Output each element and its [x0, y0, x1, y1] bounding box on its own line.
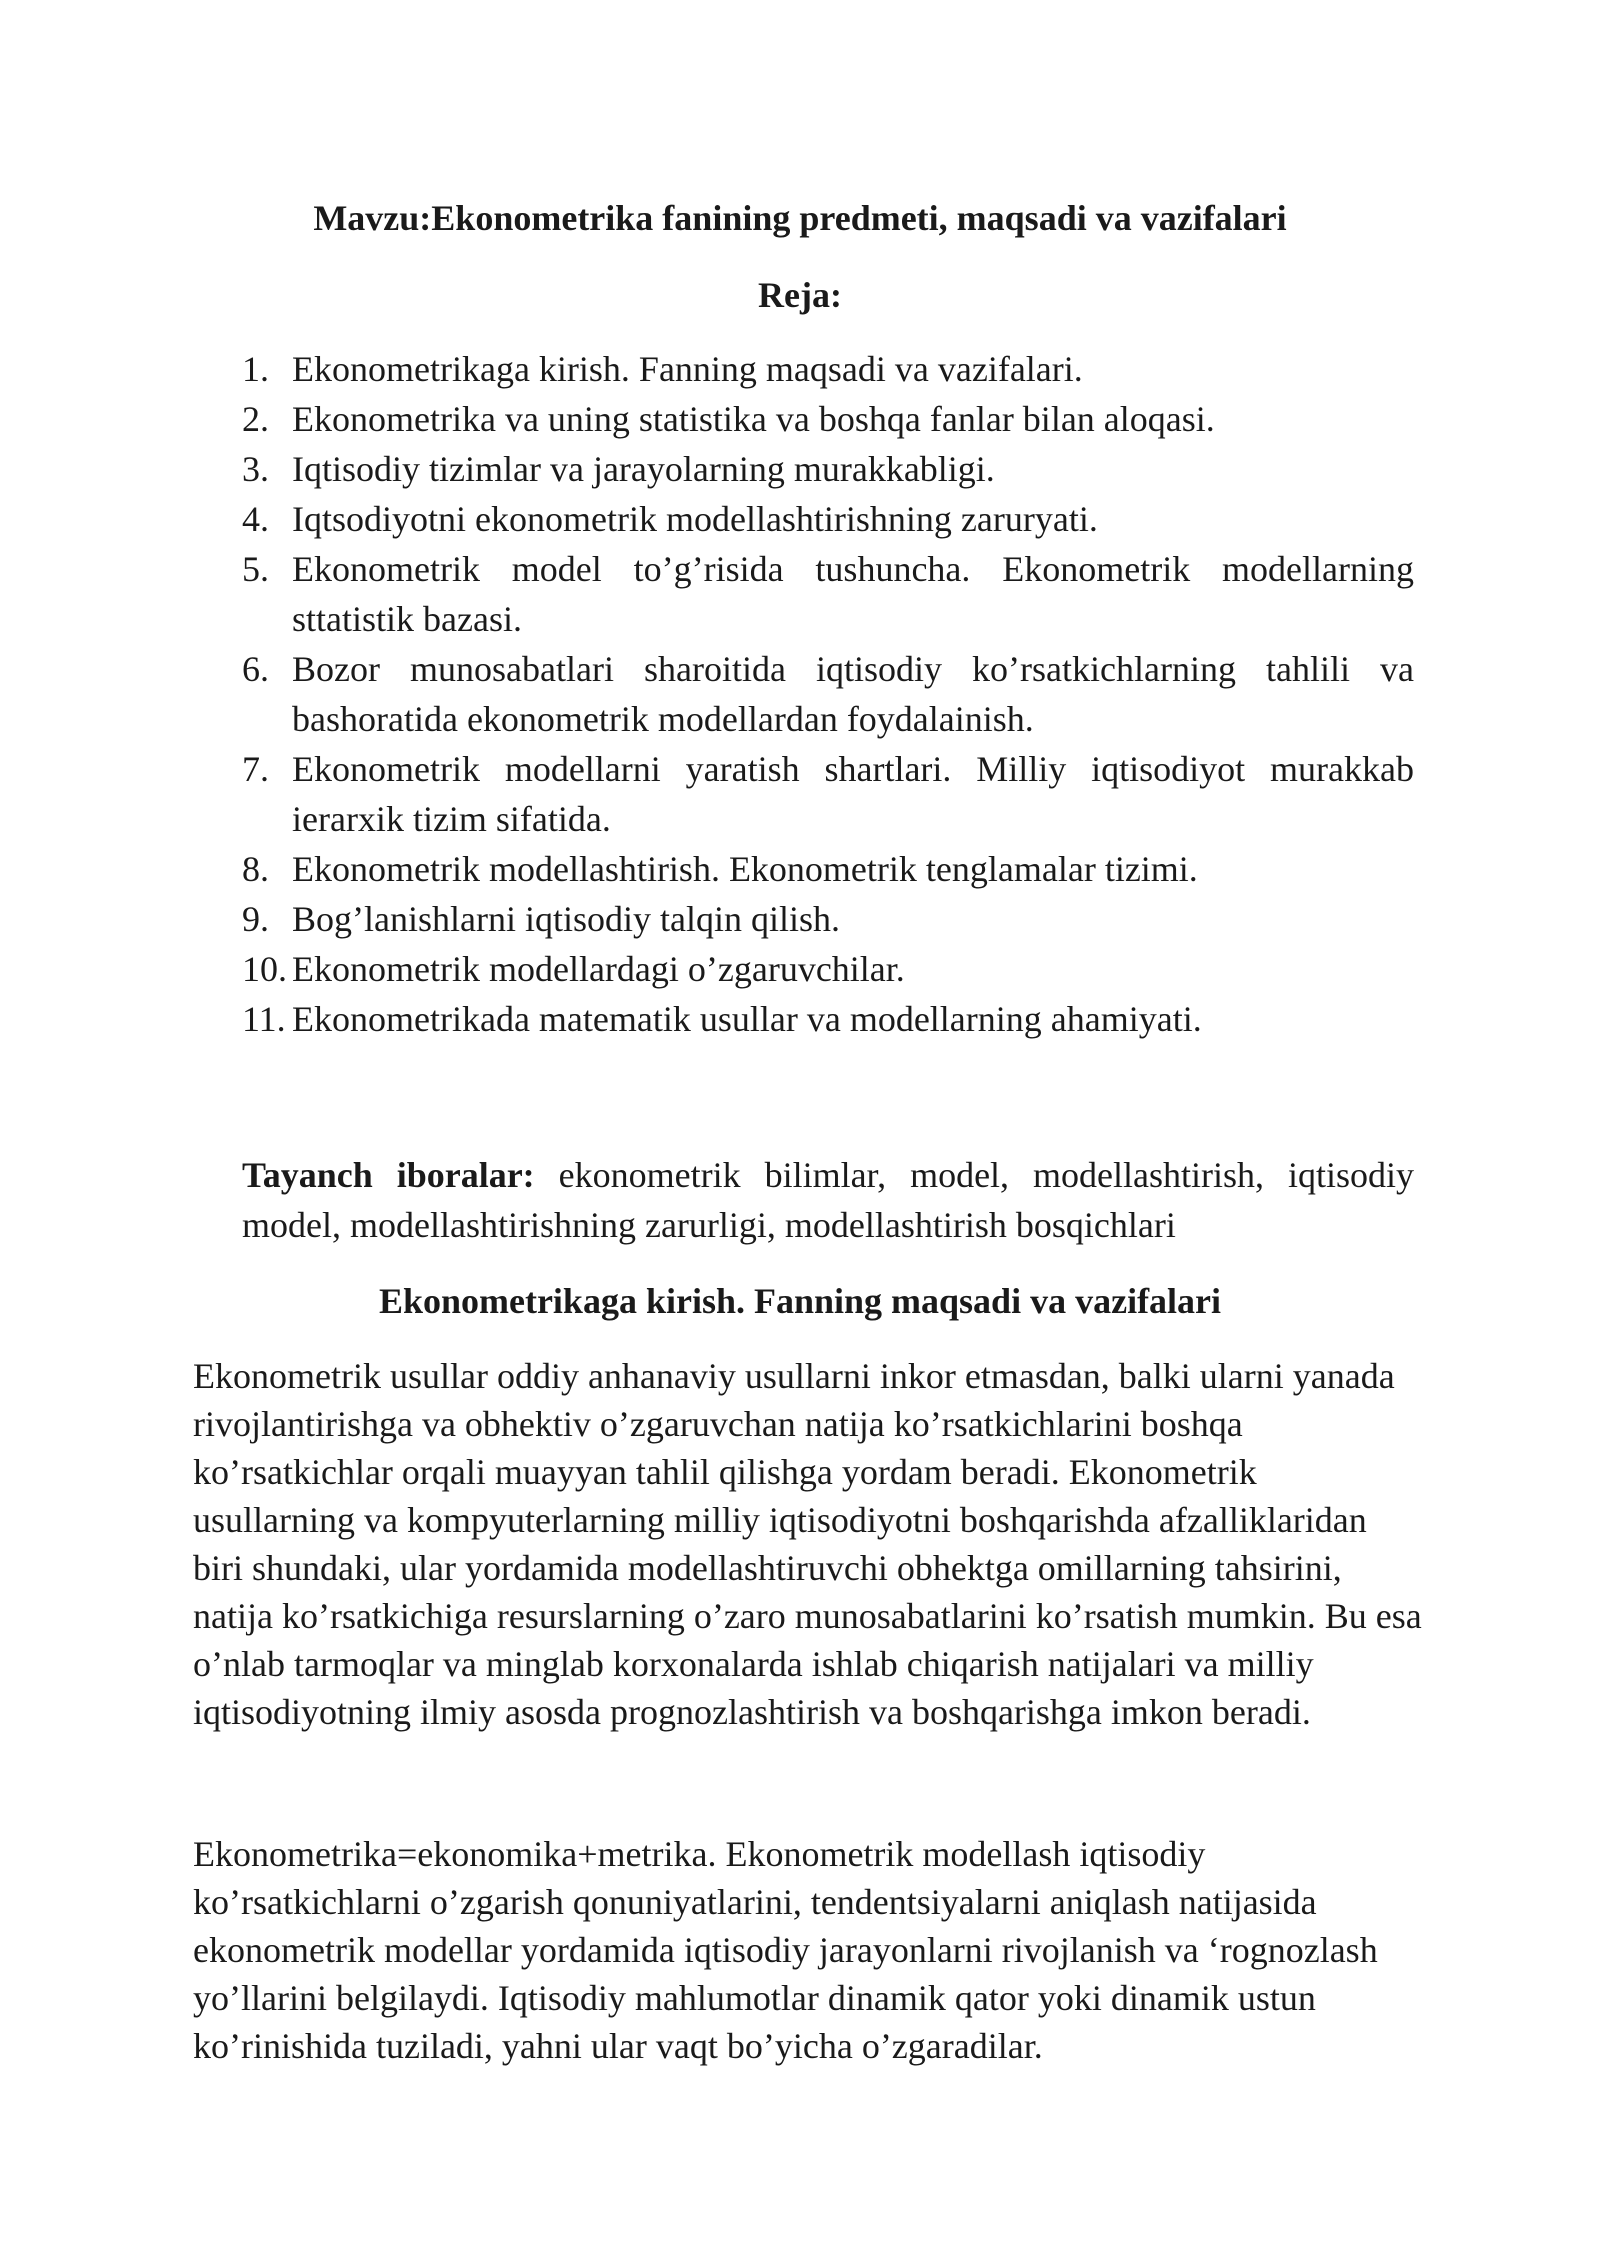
- list-item-number: 6.: [242, 649, 269, 689]
- list-item-number: 9.: [242, 899, 269, 939]
- list-item-text: Bozor munosabatlari sharoitida iqtisodiy ko’rsatkichlarning tahlili va bashoratida ekonometrik modellardan foydalainish.: [292, 649, 1414, 739]
- plan-list: [242, 344, 1414, 1044]
- list-item-number: 1.: [242, 349, 269, 389]
- list-item-text: Ekonometrik modellarni yaratish shartlari. Milliy iqtisodiyot murakkab ierarxik tizim sifatida.: [292, 749, 1414, 839]
- section-heading: Ekonometrikaga kirish. Fanning maqsadi va vazifalari: [378, 1281, 1222, 1321]
- list-item-text: Iqtsodiyotni ekonometrik modellashtirishning zaruryati.: [292, 499, 1098, 539]
- body-paragraph: Ekonometrik usullar oddiy anhanaviy usullarni inkor etmasdan, balki ularni yanada rivojlantirishga va obhektiv o’zgaruvchan natija ko’rsatkichlarini boshqa ko’rsatkichlar orqali muayyan tahlil qilishga yordam beradi. Ekonometrik usullarning va kompyuterlarning milliy iqtisodiyotni boshqarishda afzalliklaridan biri shundaki, ular yordamida modellashtiruvchi obhektga omillarning tahsirini, natija ko’rsatkichiga resurslarning o’zaro munosabatlarini ko’rsatish mumkin. Bu esa o’nlab tarmoqlar va minglab korxonalarda ishlab chiqarish natijalari va milliy iqtisodiyotning ilmiy asosda prognozlashtirish va boshqarishga imkon beradi.: [193, 1356, 1422, 1732]
- list-item: [242, 394, 1414, 444]
- plan-heading: Reja:: [758, 275, 842, 315]
- list-item: [242, 494, 1414, 544]
- document-title: Mavzu:Ekonometrika fanining predmeti, maqsadi va vazifalari: [313, 198, 1287, 238]
- list-item: [242, 894, 1414, 944]
- list-item-text: Ekonometrikada matematik usullar va modellarning ahamiyati.: [292, 999, 1202, 1039]
- list-item: [242, 844, 1414, 894]
- keywords-label: Tayanch iboralar:: [242, 1155, 535, 1195]
- list-item-number: 7.: [242, 749, 269, 789]
- list-item-number: 2.: [242, 399, 269, 439]
- list-item-text: Bog’lanishlarni iqtisodiy talqin qilish.: [292, 899, 840, 939]
- keywords-text: ekonometrik bilimlar, model, modellashtirish, iqtisodiy model, modellashtirishning zarurligi, modellashtirish bosqichlari: [242, 1155, 1414, 1245]
- list-item-number: 10.: [242, 949, 287, 989]
- list-item: [242, 444, 1414, 494]
- list-item: [242, 344, 1414, 394]
- list-item: [242, 544, 1414, 644]
- body-paragraph: Ekonometrika=ekonomika+metrika. Ekonometrik modellash iqtisodiy ko’rsatkichlarni o’zgarish qonuniyatlarini, tendentsiyalarni aniqlash natijasida ekonometrik modellar yordamida iqtisodiy jarayonlarni rivojlanish va ‘rognozlash yo’llarini belgilaydi. Iqtisodiy mahlumotlar dinamik qator yoki dinamik ustun ko’rinishida tuziladi, yahni ular vaqt bo’yicha o’zgaradilar.: [193, 1834, 1378, 2066]
- list-item: [242, 994, 1414, 1044]
- list-item-text: Ekonometrikaga kirish. Fanning maqsadi va vazifalari.: [292, 349, 1083, 389]
- list-item-text: Ekonometrik modellashtirish. Ekonometrik tenglamalar tizimi.: [292, 849, 1198, 889]
- list-item: [242, 944, 1414, 994]
- list-item-number: 4.: [242, 499, 269, 539]
- keywords-paragraph: [242, 1150, 1414, 1250]
- list-item-text: Ekonometrika va uning statistika va boshqa fanlar bilan aloqasi.: [292, 399, 1215, 439]
- list-item-number: 11.: [242, 999, 286, 1039]
- list-item-number: 8.: [242, 849, 269, 889]
- list-item-number: 5.: [242, 549, 269, 589]
- list-item: [242, 744, 1414, 844]
- list-item-text: Iqtisodiy tizimlar va jarayolarning murakkabligi.: [292, 449, 995, 489]
- list-item-text: Ekonometrik modellardagi o’zgaruvchilar.: [292, 949, 905, 989]
- list-item-text: Ekonometrik model to’g’risida tushuncha. Ekonometrik modellarning sttatistik bazasi.: [292, 549, 1414, 639]
- list-item-number: 3.: [242, 449, 269, 489]
- list-item: [242, 644, 1414, 744]
